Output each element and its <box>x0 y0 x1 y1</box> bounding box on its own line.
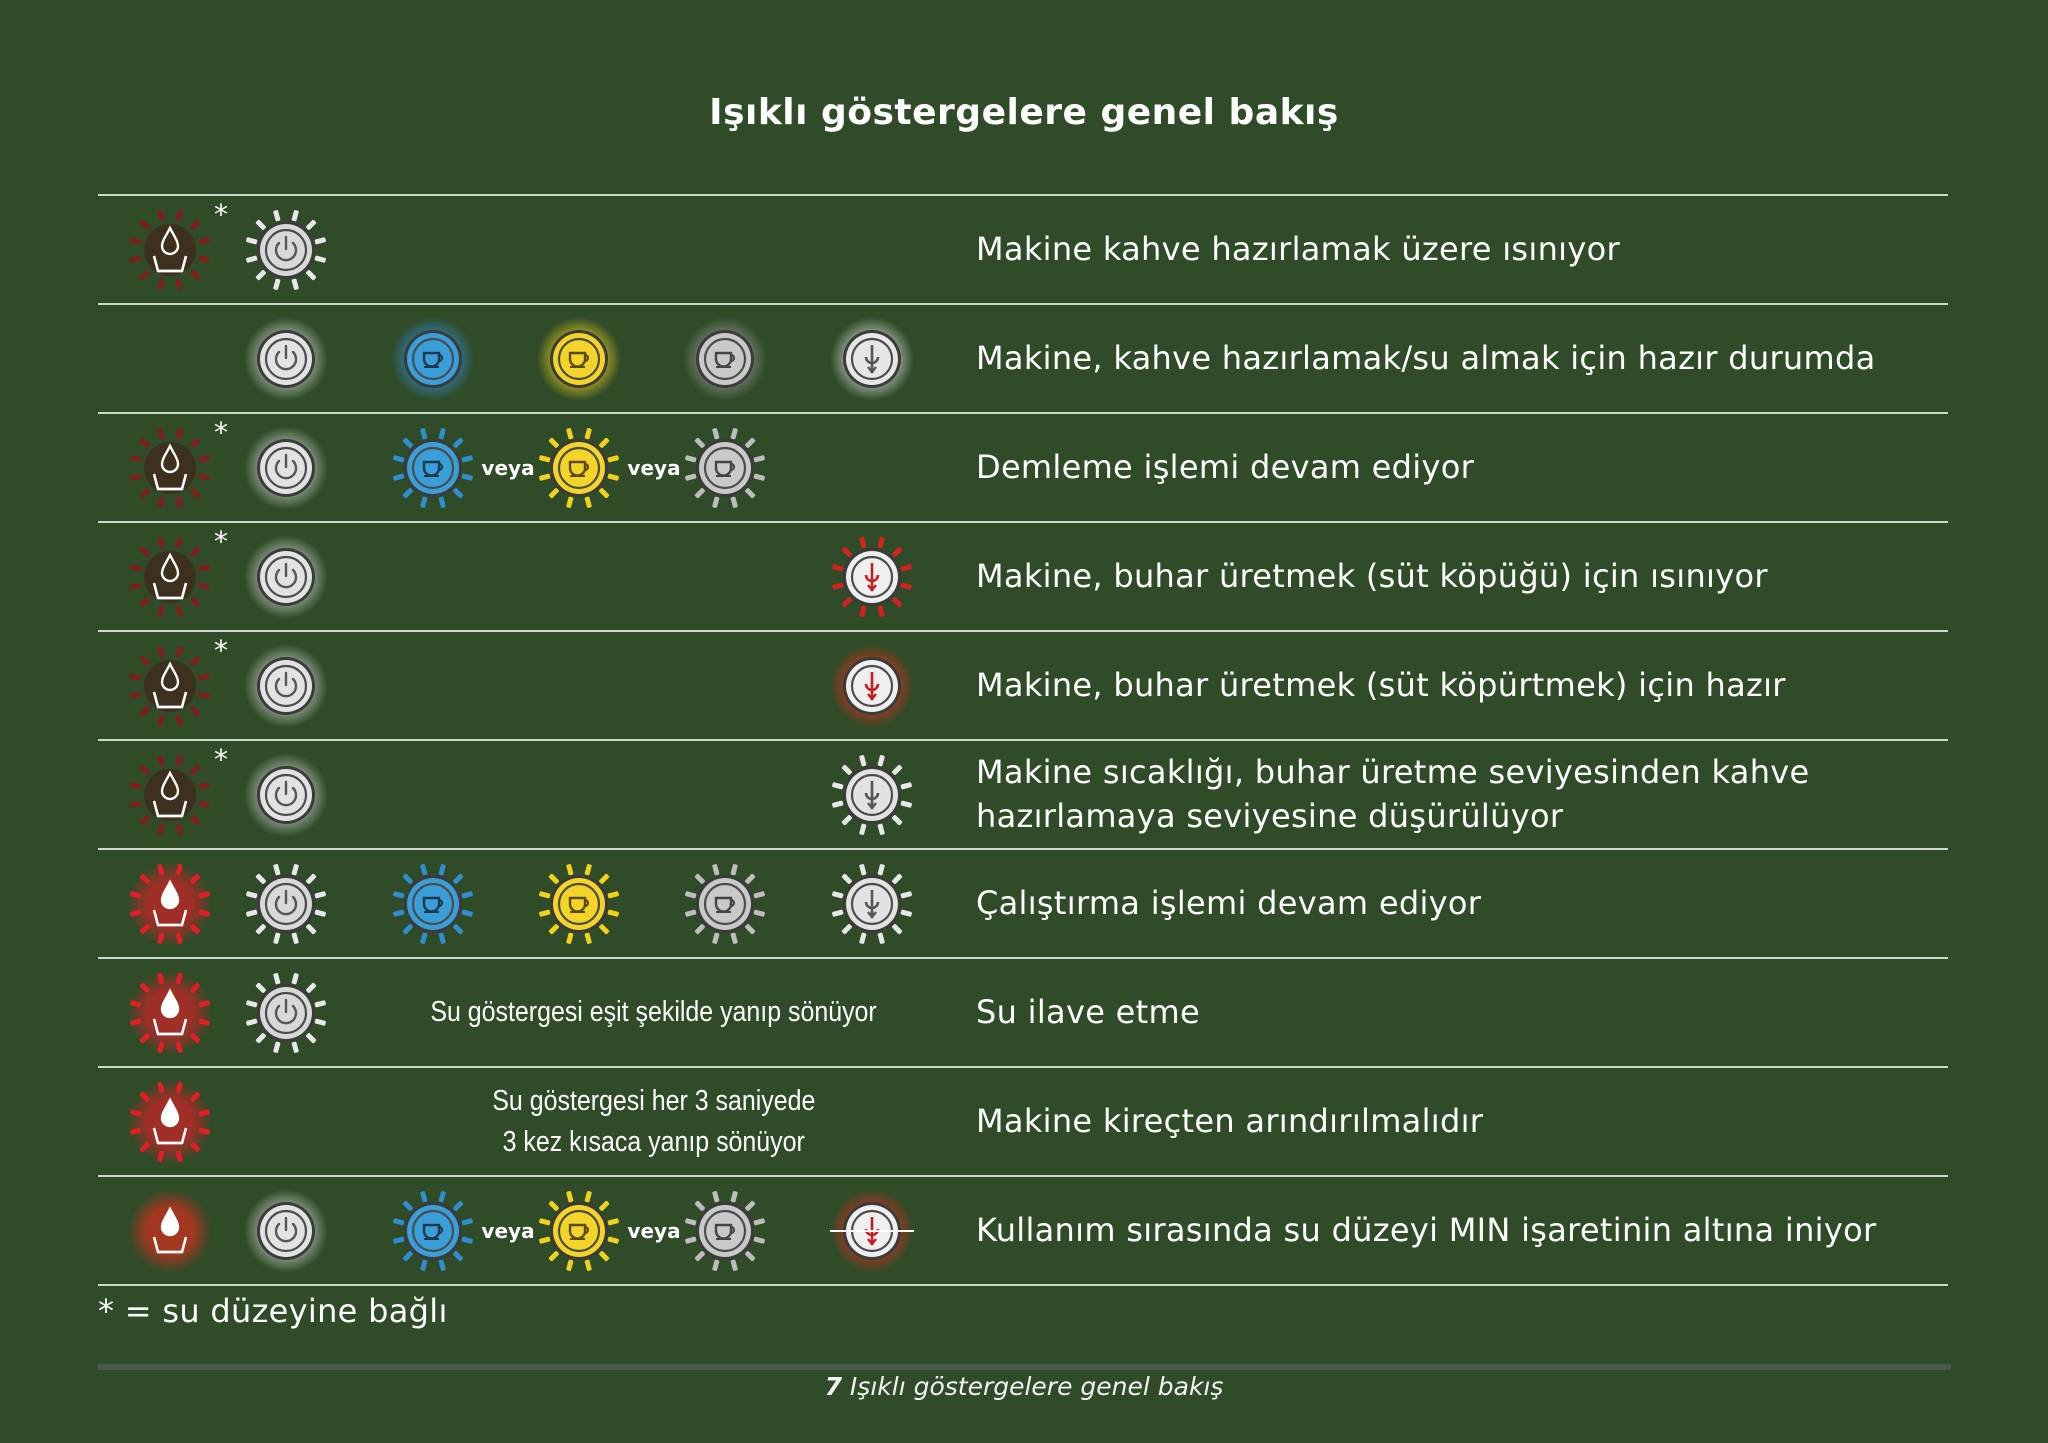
status-description: Demleme işlemi devam ediyor <box>976 447 1475 486</box>
footer-divider <box>98 1364 1951 1370</box>
connector-word: veya <box>627 1218 681 1243</box>
indicator-row <box>98 632 1948 741</box>
power-icon <box>242 969 330 1057</box>
indicator-note <box>448 1068 860 1175</box>
indicator-row <box>98 523 1948 632</box>
steam-min-icon <box>828 1187 916 1275</box>
cup-blue-icon <box>389 860 477 948</box>
water-tank-icon <box>126 533 214 621</box>
indicator-note <box>430 959 878 1066</box>
connector-word: veya <box>627 455 681 480</box>
power-icon <box>242 533 330 621</box>
cup-yellow-icon <box>535 860 623 948</box>
cup-grey-icon <box>681 860 769 948</box>
water-tank-icon <box>126 424 214 512</box>
water-tank-icon <box>126 206 214 294</box>
page-number: 7 <box>824 1372 842 1401</box>
cup-grey-icon <box>681 315 769 403</box>
power-icon <box>242 315 330 403</box>
status-description: Su ilave etme <box>976 992 1200 1031</box>
water-tank-icon <box>126 642 214 730</box>
indicator-row <box>98 850 1948 959</box>
status-description: Makine sıcaklığı, buhar üretme seviyesinden kahve hazırlamaya seviyesine düşürülüyor <box>976 753 1810 835</box>
indicator-row <box>98 305 1948 414</box>
asterisk-mark: * <box>214 416 228 449</box>
status-description: Makine kireçten arındırılmalıdır <box>976 1101 1484 1140</box>
steam-icon <box>828 751 916 839</box>
footer-title: Işıklı göstergelere genel bakış <box>849 1372 1224 1401</box>
connector-word: veya <box>481 1218 535 1243</box>
steam-icon <box>828 642 916 730</box>
footnote: * = su düzeyine bağlı <box>98 1292 448 1330</box>
cup-grey-icon <box>681 424 769 512</box>
asterisk-mark: * <box>214 198 228 231</box>
note-line: Su göstergesi eşit şekilde yanıp sönüyor <box>430 996 878 1029</box>
cup-grey-icon <box>681 1187 769 1275</box>
cup-yellow-icon <box>535 315 623 403</box>
note-line: Su göstergesi her 3 saniyede <box>492 1085 816 1118</box>
page-title: Işıklı göstergelere genel bakış <box>709 92 1339 133</box>
steam-icon <box>828 860 916 948</box>
power-icon <box>242 751 330 839</box>
connector-word: veya <box>481 455 535 480</box>
asterisk-mark: * <box>214 743 228 776</box>
indicator-row <box>98 414 1948 523</box>
note-line: 3 kez kısaca yanıp sönüyor <box>502 1125 806 1158</box>
asterisk-mark: * <box>214 634 228 667</box>
water-tank-icon <box>126 751 214 839</box>
power-icon <box>242 424 330 512</box>
water-tank-icon <box>126 860 214 948</box>
water-tank-icon <box>126 1078 214 1166</box>
indicator-row <box>98 196 1948 305</box>
status-description: Çalıştırma işlemi devam ediyor <box>976 883 1482 922</box>
status-description: Makine, kahve hazırlamak/su almak için hazır durumda <box>976 338 1876 377</box>
status-description: Makine, buhar üretmek (süt köpüğü) için ısınıyor <box>976 556 1768 595</box>
cup-blue-icon <box>389 1187 477 1275</box>
page-footer <box>0 1372 2048 1401</box>
status-description: Makine, buhar üretmek (süt köpürtmek) için hazır <box>976 665 1786 704</box>
indicator-row <box>98 741 1948 850</box>
water-tank-icon <box>126 1187 214 1275</box>
status-description: Kullanım sırasında su düzeyi MIN işaretinin altına iniyor <box>976 1210 1877 1249</box>
power-icon <box>242 1187 330 1275</box>
cup-yellow-icon <box>535 424 623 512</box>
indicator-row <box>98 1068 1948 1177</box>
indicator-row <box>98 1177 1948 1286</box>
status-description: Makine kahve hazırlamak üzere ısınıyor <box>976 229 1620 268</box>
indicator-row <box>98 959 1948 1068</box>
cup-blue-icon <box>389 424 477 512</box>
cup-blue-icon <box>389 315 477 403</box>
asterisk-mark: * <box>214 525 228 558</box>
power-icon <box>242 206 330 294</box>
power-icon <box>242 860 330 948</box>
water-tank-icon <box>126 969 214 1057</box>
steam-icon <box>828 533 916 621</box>
cup-yellow-icon <box>535 1187 623 1275</box>
steam-icon <box>828 315 916 403</box>
indicator-table <box>98 194 1948 1286</box>
power-icon <box>242 642 330 730</box>
